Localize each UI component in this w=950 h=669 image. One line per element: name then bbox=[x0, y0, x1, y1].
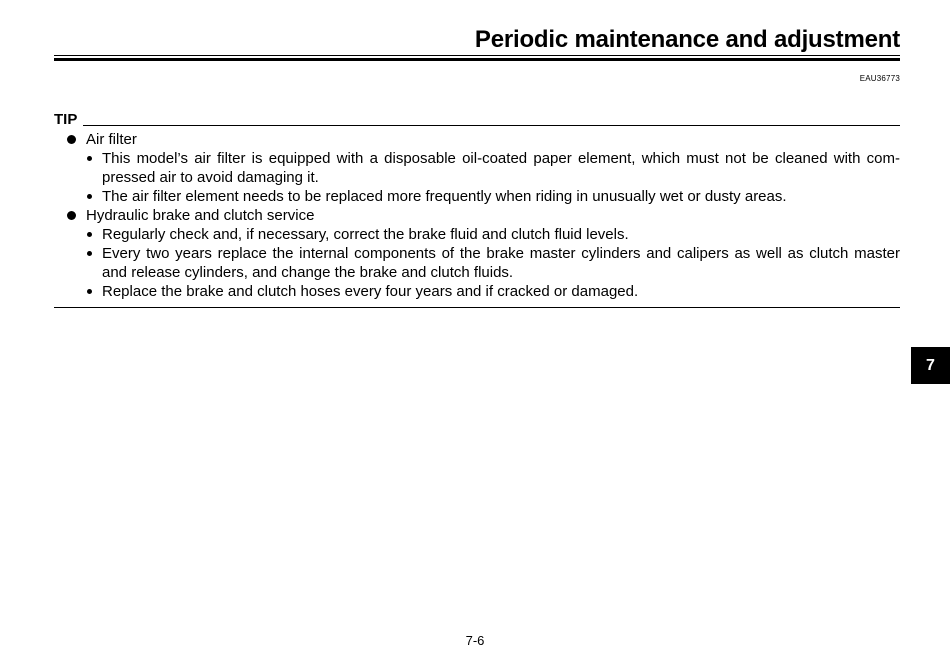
tip-bottom-rule bbox=[54, 307, 900, 308]
bullet-icon bbox=[87, 232, 92, 237]
list-item-text: The air filter element needs to be replaced more frequently when riding in unusually wet or dusty areas. bbox=[102, 188, 787, 205]
tip-section-air-filter bbox=[54, 130, 900, 206]
tip-header bbox=[54, 110, 900, 130]
bullet-icon bbox=[87, 251, 92, 256]
bullet-icon bbox=[67, 135, 76, 144]
section-heading bbox=[54, 206, 900, 225]
tip-content bbox=[54, 130, 900, 301]
bullet-icon bbox=[67, 211, 76, 220]
section-heading-text: Air filter bbox=[86, 131, 137, 148]
list-item bbox=[54, 225, 900, 244]
page-number: 7-6 bbox=[465, 633, 485, 648]
chapter-tab: 7 bbox=[911, 347, 950, 384]
list-item bbox=[54, 282, 900, 301]
title-rule-thick bbox=[54, 58, 900, 61]
list-item-text: Replace the brake and clutch hoses every four years and if cracked or damaged. bbox=[102, 283, 639, 300]
section-heading bbox=[54, 130, 900, 149]
tip-rule bbox=[83, 125, 900, 126]
section-heading-text: Hydraulic brake and clutch service bbox=[86, 207, 315, 224]
bullet-icon bbox=[87, 289, 92, 294]
tip-section-brake-clutch bbox=[54, 206, 900, 301]
bullet-icon bbox=[87, 156, 92, 161]
reference-code: EAU36773 bbox=[859, 74, 900, 83]
tip-label: TIP bbox=[54, 110, 81, 130]
page-title: Periodic maintenance and adjustment bbox=[474, 26, 900, 53]
list-item-text: Every two years replace the internal components of the brake master cylinders and calipers as well as clutch master and release cylinders, and change the brake and clutch fluids. bbox=[102, 245, 900, 281]
title-rule-thin bbox=[54, 55, 900, 56]
list-item bbox=[54, 244, 900, 282]
list-item bbox=[54, 187, 900, 206]
list-item-text: Regularly check and, if necessary, correct the brake fluid and clutch fluid levels. bbox=[102, 226, 629, 243]
bullet-icon bbox=[87, 194, 92, 199]
list-item-text: This model’s air filter is equipped with a disposable oil-coated paper element, which must not be cleaned with com-pressed air to avoid damaging it. bbox=[102, 150, 900, 186]
list-item bbox=[54, 149, 900, 187]
